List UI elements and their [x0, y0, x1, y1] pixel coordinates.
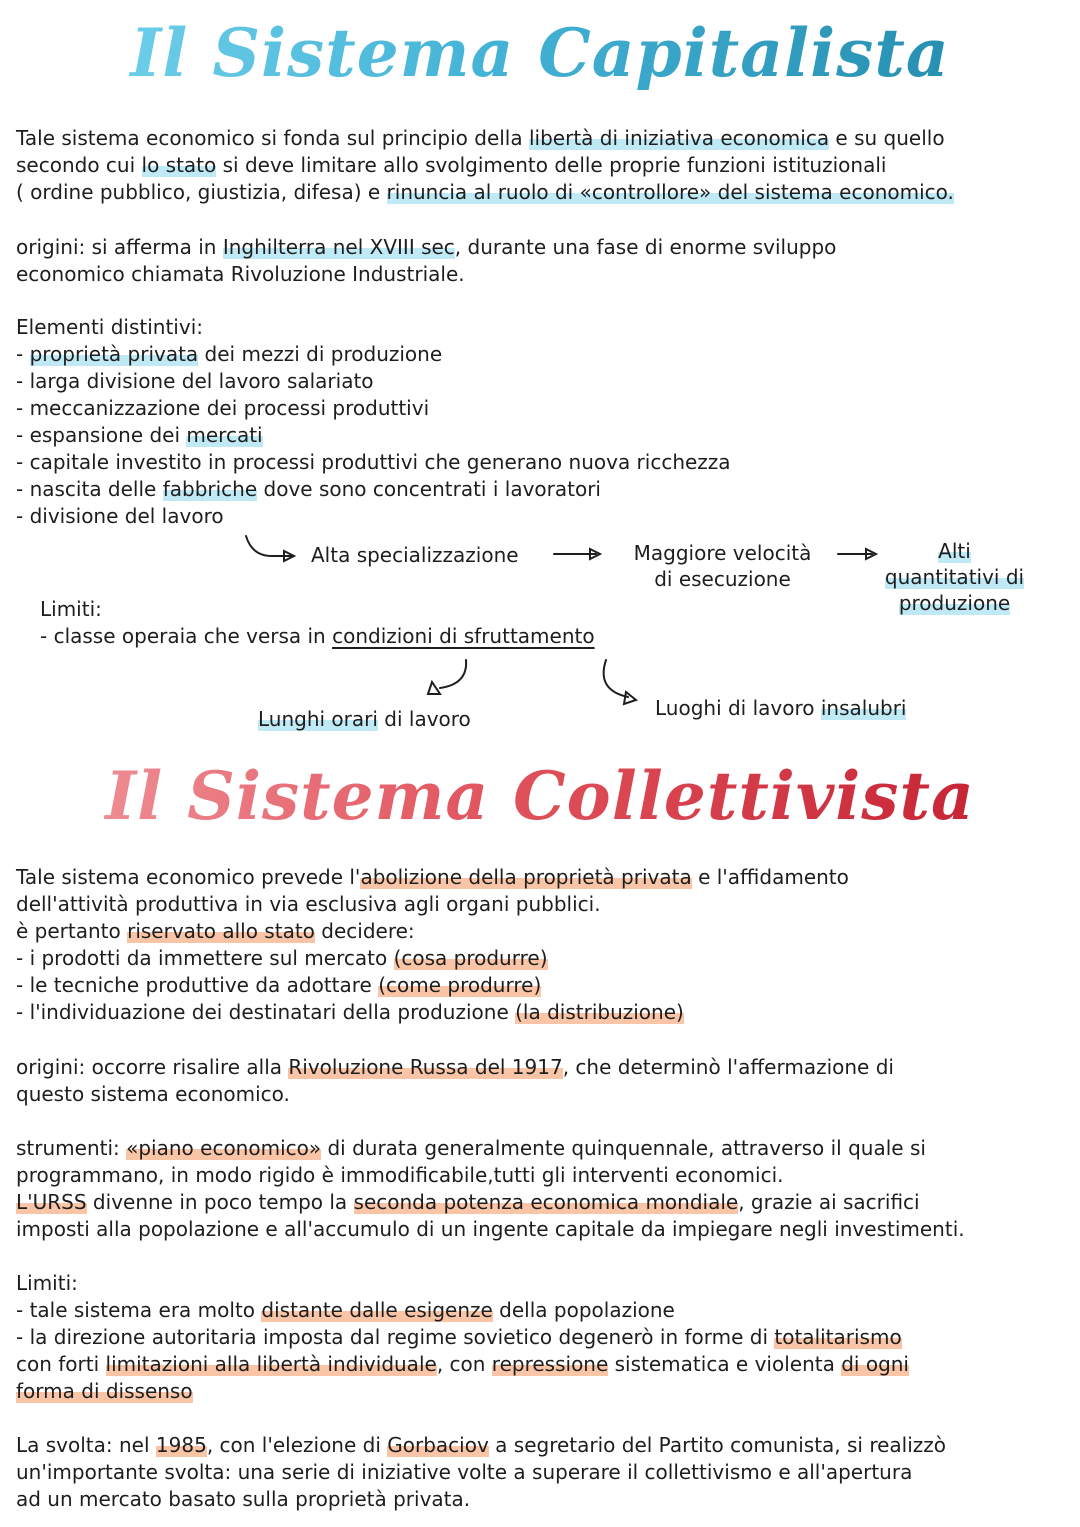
flow-step-velocita-line1: Maggiore velocità — [633, 541, 812, 565]
limiti-text: - classe operaia che versa in — [40, 624, 333, 648]
text-run: ad un mercato basato sulla proprietà privata. — [16, 1487, 471, 1511]
branch-luoghi-rest: Luoghi di lavoro — [655, 696, 821, 720]
collettivista-intro-line — [16, 945, 548, 972]
text-run: - divisione del lavoro — [16, 504, 224, 528]
highlighted-text: «piano economico» — [126, 1136, 322, 1160]
text-run: - meccanizzazione dei processi produttivi — [16, 396, 430, 420]
collettivista-intro-line — [16, 999, 684, 1026]
arrow-to-luoghi-insalubri — [604, 660, 628, 697]
text-run: , che determinò l'affermazione di — [562, 1055, 894, 1079]
highlighted-text: repressione — [491, 1352, 609, 1376]
arrow-head-4 — [428, 682, 440, 694]
highlighted-text: di ogni — [841, 1352, 909, 1376]
text-run: sistematica e violenta — [608, 1352, 842, 1376]
collettivista-strumenti-line — [16, 1189, 920, 1216]
text-run: - capitale investito in processi produttivi che generano nuova ricchezza — [16, 450, 731, 474]
collettivista-svolta-line — [16, 1432, 946, 1459]
collettivista-intro-line — [16, 891, 601, 918]
highlighted-text: proprietà privata — [29, 342, 199, 366]
highlighted-text: mercati — [186, 423, 263, 447]
text-run: Tale sistema economico si fonda sul principio della — [16, 126, 529, 150]
text-run: economico chiamata Rivoluzione Industriale. — [16, 262, 465, 286]
text-run: con forti — [16, 1352, 106, 1376]
highlighted-text: seconda potenza economica mondiale — [353, 1190, 739, 1214]
collettivista-intro-line — [16, 972, 541, 999]
collettivista-strumenti-line — [16, 1162, 784, 1189]
collettivista-svolta-line — [16, 1486, 470, 1513]
collettivista-strumenti-line — [16, 1135, 926, 1162]
text-run: - larga divisione del lavoro salariato — [16, 369, 374, 393]
collettivista-intro-line — [16, 864, 849, 891]
highlighted-text: rinuncia al ruolo di «controllore» del sistema economico. — [386, 180, 954, 204]
highlighted-text: (come produrre) — [378, 973, 542, 997]
text-run: - espansione dei — [16, 423, 187, 447]
text-run: - — [16, 342, 30, 366]
flow-step-quantitativi-line2: quantitativi di — [884, 565, 1025, 589]
highlighted-text: (cosa produrre) — [393, 946, 548, 970]
arrow-to-lunghi-orari — [440, 660, 466, 688]
highlighted-text: libertà di iniziativa economica — [528, 126, 830, 150]
highlighted-text: totalitarismo — [774, 1325, 902, 1349]
text-run: - nascita delle — [16, 477, 163, 501]
text-run: programmano, in modo rigido è immodificabile,tutti gli interventi economici. — [16, 1163, 784, 1187]
text-run: è pertanto — [16, 919, 128, 943]
text-run: imposti alla popolazione e all'accumulo di un ingente capitale da impiegare negli investimenti. — [16, 1217, 965, 1241]
highlighted-text: fabbriche — [162, 477, 258, 501]
collettivista-limiti-line — [16, 1297, 675, 1324]
text-run: secondo cui — [16, 153, 142, 177]
collettivista-origini-line — [16, 1054, 894, 1081]
capitalista-title: Il Sistema Capitalista — [0, 14, 1080, 92]
text-run: della popolazione — [492, 1298, 675, 1322]
elementi-heading: Elementi distintivi: — [16, 315, 203, 339]
highlighted-text: lo stato — [141, 153, 217, 177]
highlighted-text: Rivoluzione Russa del 1917 — [288, 1055, 563, 1079]
collettivista-origini-line — [16, 1081, 290, 1108]
arrow-head-5 — [624, 692, 636, 704]
text-run: strumenti: — [16, 1136, 127, 1160]
collettivista-title: Il Sistema Collettivista — [0, 757, 1080, 835]
flow-step-quantitativi-line3: produzione — [898, 591, 1011, 615]
condizioni-sfruttamento: condizioni di sfruttamento — [332, 624, 595, 648]
collettivista-limiti-line — [16, 1351, 909, 1378]
collettivista-limiti-line — [16, 1378, 193, 1405]
text-run: - tale sistema era molto — [16, 1298, 262, 1322]
text-run: - la direzione autoritaria imposta dal regime sovietico degenerò in forme di — [16, 1325, 775, 1349]
text-run: - i prodotti da immettere sul mercato — [16, 946, 394, 970]
branch-insalubri-hl: insalubri — [820, 696, 907, 720]
text-run: decidere: — [314, 919, 415, 943]
collettivista-svolta-line — [16, 1459, 912, 1486]
highlighted-text: forma di dissenso — [16, 1379, 193, 1403]
text-run: un'importante svolta: una serie di iniziative volte a superare il collettivismo e all'apertura — [16, 1460, 913, 1484]
collettivista-intro-line — [16, 918, 415, 945]
text-run: si deve limitare allo svolgimento delle proprie funzioni istituzionali — [216, 153, 887, 177]
highlighted-text: L'URSS — [16, 1190, 87, 1214]
highlighted-text: Gorbaciov — [387, 1433, 489, 1457]
branch-lunghi-orari-hl: Lunghi orari — [258, 707, 378, 731]
flow-step-specializzazione: Alta specializzazione — [311, 543, 519, 567]
collettivista-limiti-line — [16, 1270, 78, 1297]
flow-step-quantitativi-line1: Alti — [938, 539, 971, 563]
text-run: - le tecniche produttive da adottare — [16, 973, 379, 997]
capitalista-limiti-heading: Limiti: — [40, 597, 102, 621]
text-run: , con — [436, 1352, 492, 1376]
text-run: La svolta: nel — [16, 1433, 156, 1457]
flow-step-velocita-line2: di esecuzione — [654, 567, 791, 591]
text-run: , con l'elezione di — [206, 1433, 388, 1457]
highlighted-text: riservato allo stato — [127, 919, 315, 943]
branch-lunghi-orari-rest: di lavoro — [377, 707, 471, 731]
text-run: - l'individuazione dei destinatari della produzione — [16, 1000, 516, 1024]
highlighted-text: 1985 — [155, 1433, 207, 1457]
text-run: dell'attività produttiva in via esclusiva agli organi pubblici. — [16, 892, 601, 916]
text-run: di durata generalmente quinquennale, attraverso il quale si — [321, 1136, 926, 1160]
text-run: e su quello — [829, 126, 945, 150]
text-run: Limiti: — [16, 1271, 78, 1295]
highlighted-text: Inghilterra nel XVIII sec — [222, 235, 455, 259]
text-run: Tale sistema economico prevede l' — [16, 865, 361, 889]
text-run: a segretario del Partito comunista, si realizzò — [488, 1433, 947, 1457]
highlighted-text: (la distribuzione) — [515, 1000, 684, 1024]
highlighted-text: abolizione della proprietà privata — [360, 865, 692, 889]
collettivista-limiti-line — [16, 1324, 902, 1351]
collettivista-strumenti-line — [16, 1216, 965, 1243]
text-run: divenne in poco tempo la — [86, 1190, 354, 1214]
text-run: dei mezzi di produzione — [198, 342, 443, 366]
text-run: , grazie ai sacrifici — [738, 1190, 920, 1214]
text-run: origini: si afferma in — [16, 235, 223, 259]
text-run: origini: occorre risalire alla — [16, 1055, 289, 1079]
highlighted-text: distante dalle esigenze — [261, 1298, 493, 1322]
arrow-divisione-to-specializzazione — [246, 536, 292, 556]
text-run: ( ordine pubblico, giustizia, difesa) e — [16, 180, 387, 204]
text-run: dove sono concentrati i lavoratori — [257, 477, 601, 501]
text-run: e l'affidamento — [691, 865, 849, 889]
text-run: questo sistema economico. — [16, 1082, 290, 1106]
highlighted-text: limitazioni alla libertà individuale — [105, 1352, 437, 1376]
text-run: , durante una fase di enorme sviluppo — [454, 235, 837, 259]
